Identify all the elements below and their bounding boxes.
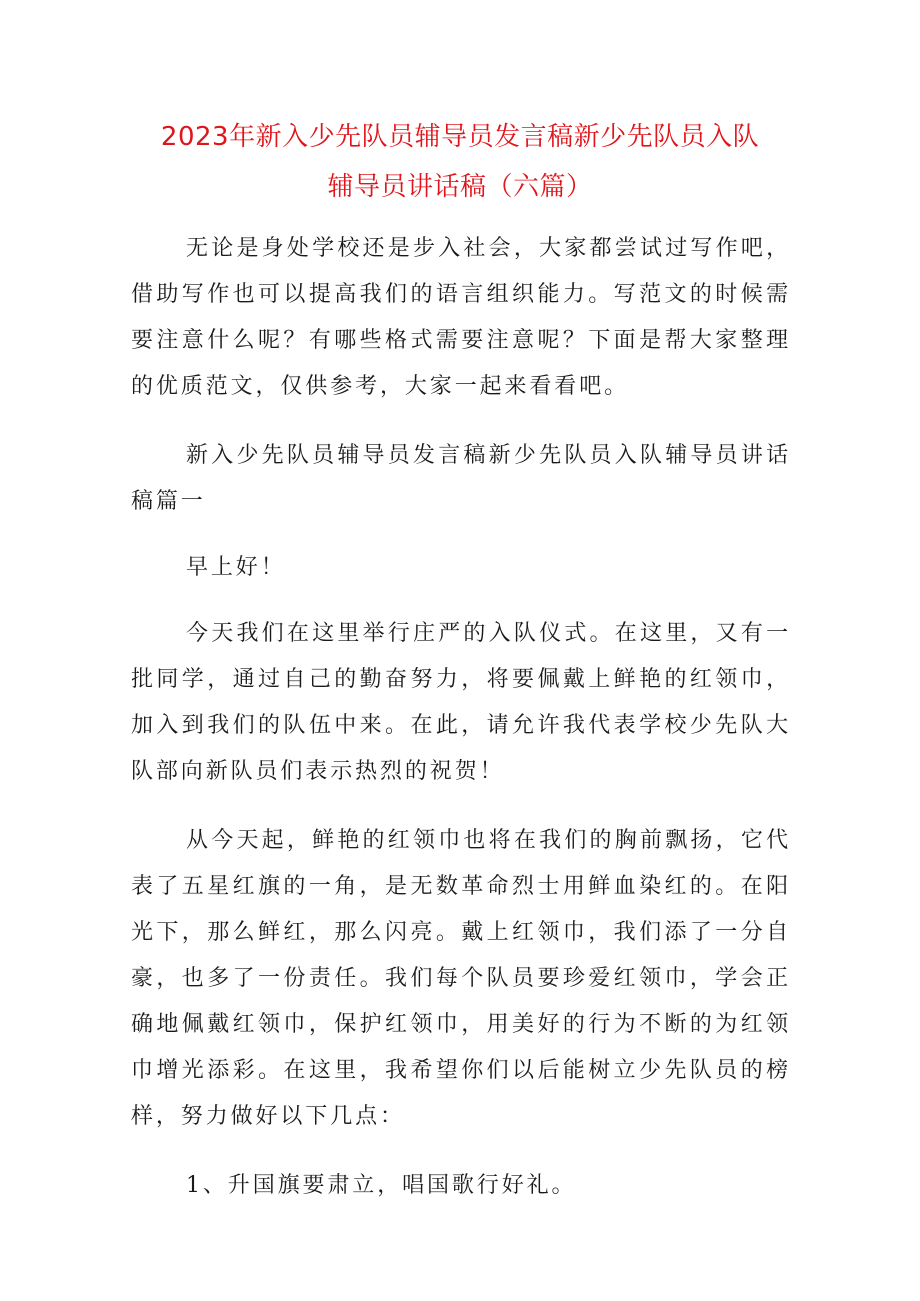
intro-paragraph: 无论是身处学校还是步入社会，大家都尝试过写作吧，借助写作也可以提高我们的语言组织能力。写范文的时候需要注意什么呢？有哪些格式需要注意呢？下面是帮大家整理的优质范文，仅供参考，大家一起来看看吧。 — [131, 236, 791, 399]
greeting-paragraph: 早上好！ — [186, 555, 286, 580]
list-item: 1、升国旗要肃立，唱国歌行好礼。 — [186, 1173, 577, 1198]
document-body — [131, 226, 791, 1232]
body-paragraph: 今天我们在这里举行庄严的入队仪式。在这里，又有一批同学，通过自己的勤奋努力，将要佩戴上鲜艳的红领巾，加入到我们的队伍中来。在此，请允许我代表学校少先队大队部向新队员们表示热烈的祝贺！ — [131, 621, 791, 784]
title-line-2: 辅导员讲话稿（六篇） — [327, 172, 593, 202]
body-paragraph: 从今天起，鲜艳的红领巾也将在我们的胸前飘扬，它代表了五星红旗的一角，是无数革命烈士用鲜血染红的。在阳光下，那么鲜红，那么闪亮。戴上红领巾，我们添了一分自豪，也多了一份责任。我们每个队员要珍爱红领巾，学会正确地佩戴红领巾，保护红领巾，用美好的行为不断的为红领巾增光添彩。在这里，我希望你们以后能树立少先队员的榜样，努力做好以下几点： — [131, 828, 791, 1129]
title-line-1: 2023年新入少先队员辅导员发言稿新少先队员入队 — [160, 122, 760, 152]
section-heading: 新入少先队员辅导员发言稿新少先队员入队辅导员讲话稿篇一 — [131, 443, 791, 514]
document-title — [120, 112, 800, 212]
